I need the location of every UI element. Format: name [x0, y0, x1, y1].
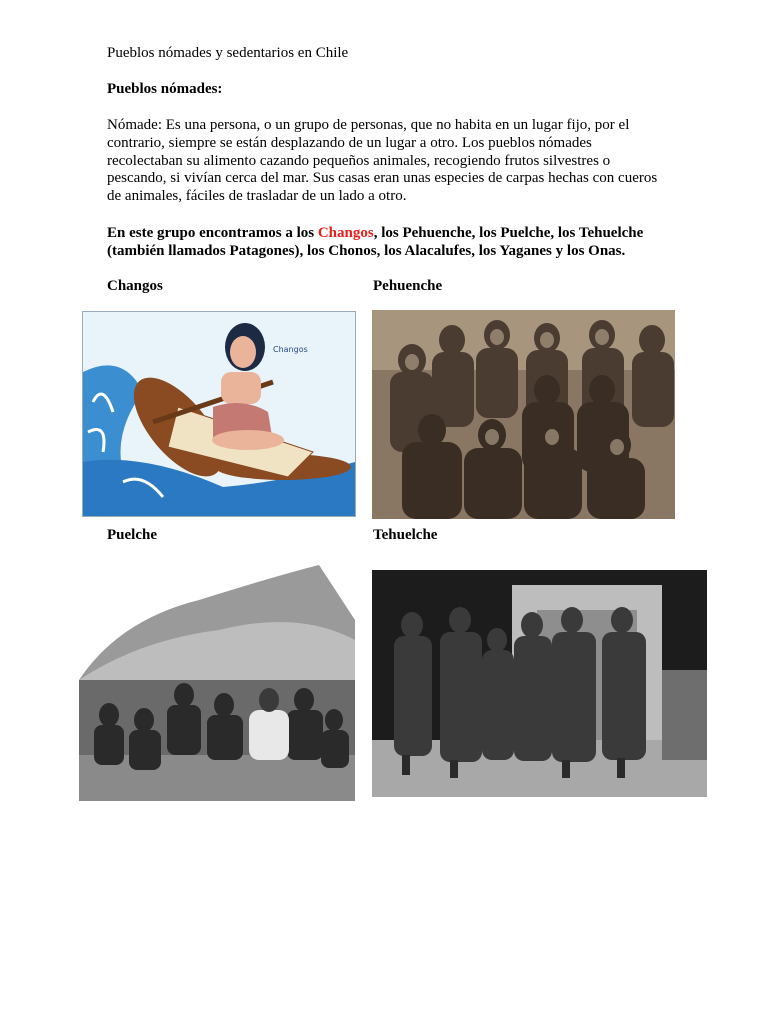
changos-drawing	[83, 312, 355, 516]
puelche-image	[79, 560, 355, 801]
groups-intro: En este grupo encontramos a los	[107, 225, 318, 241]
caption-tehuelche: Tehuelche	[373, 527, 438, 543]
groups-line-1	[107, 224, 707, 242]
pehuenche-image	[372, 310, 675, 519]
tehuelche-photo	[372, 570, 707, 797]
caption-changos: Changos	[107, 278, 163, 294]
document-title: Pueblos nómades y sedentarios en Chile	[107, 45, 349, 61]
definition-line: de animales, fáciles de trasladar de un lado a otro.	[107, 188, 407, 205]
groups-rest: , los Pehuenche, los Puelche, los Tehuelche	[373, 225, 644, 241]
groups-line-2: (también llamados Patagones), los Chonos, los Alacalufes, los Yaganes y los Onas.	[107, 243, 626, 259]
changos-link[interactable]: Changos	[317, 225, 374, 241]
changos-illustration	[82, 311, 356, 517]
section-heading: Pueblos nómades:	[107, 81, 223, 97]
groups-paragraph	[107, 224, 707, 260]
definition-line: recolectaban su alimento cazando pequeños animales, recogiendo frutos silvestres o	[107, 152, 611, 169]
caption-puelche: Puelche	[107, 527, 157, 543]
caption-pehuenche: Pehuenche	[373, 278, 443, 294]
pehuenche-photo	[372, 310, 675, 519]
puelche-photo	[79, 560, 355, 801]
illustration-label: Changos	[273, 345, 308, 354]
definition-line: contrario, siempre se están desplazando de un lugar a otro. Los pueblos nómades	[107, 134, 592, 151]
definition-line: pescando, si vivían cerca del mar. Sus casas eran unas especies de carpas hechas con cueros	[107, 170, 658, 187]
definition-paragraph	[107, 117, 677, 206]
definition-line: Nómade: Es una persona, o un grupo de personas, que no habita en un lugar fijo, por el	[107, 117, 630, 133]
tehuelche-image	[372, 570, 707, 797]
